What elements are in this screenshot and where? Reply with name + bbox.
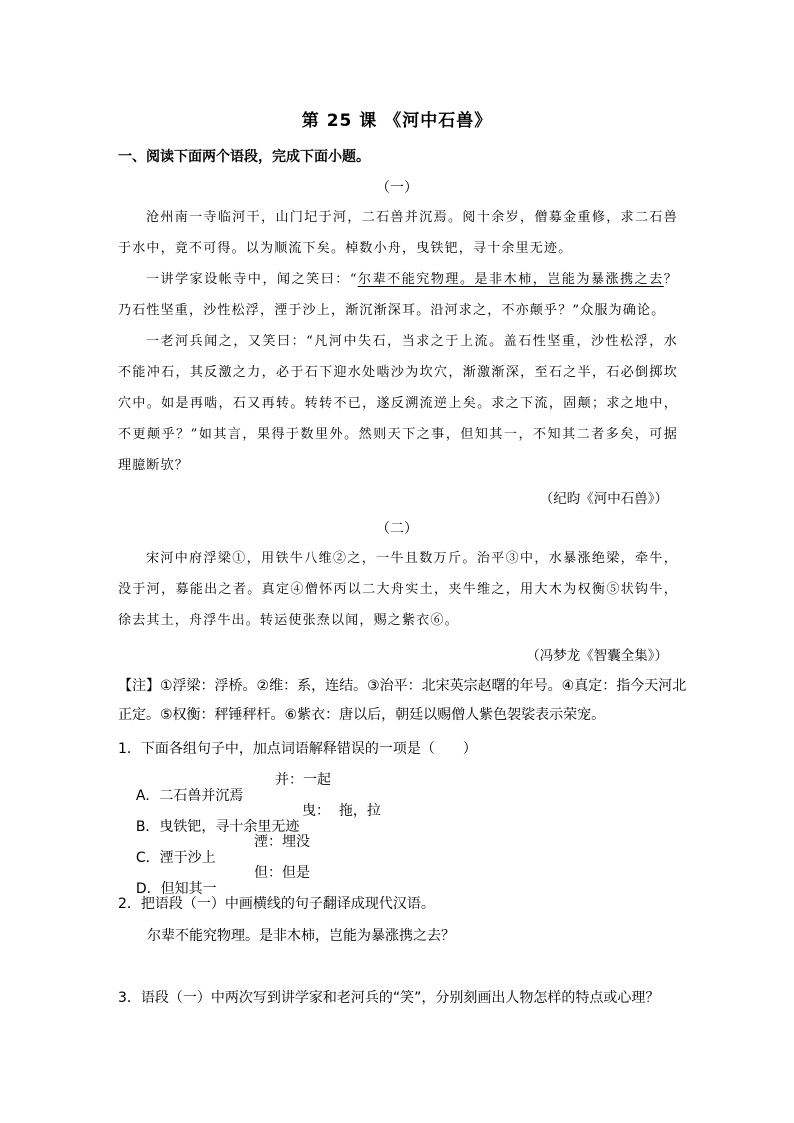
part2-label: （二） [376, 521, 418, 537]
option-b-text: B．曳铁钯，寻十余里无迹 [135, 819, 300, 835]
option-d-text: D．但知其一 [135, 881, 217, 897]
part1-paragraph-2 [118, 264, 678, 326]
p2-after: ？乃石性坚重，沙性松浮，湮于沙上，渐沉渐深耳。沿河求之，不亦颠乎？”众服为确论。 [118, 272, 678, 318]
option-a-gloss: 并：一起 [275, 772, 331, 788]
part2-paragraph: 宋河中府浮梁①，用铁牛八维②之，一牛且数万斤。治平③中，水暴涨绝梁，牵牛，没于河，募能出之者。真定④僧怀丙以二大舟实土，夹牛维之，用大木为权衡⑤状钩牛，徐去其土，舟浮牛出。转运使张焘以闻，赐之紫衣⑥。 [118, 551, 678, 628]
section-heading: 一、阅读下面两个语段，完成下面小题。 [118, 149, 370, 165]
question-3-stem: 3．语段（一）中两次写到讲学家和老河兵的“笑”，分别刻画出人物怎样的特点或心理？ [118, 990, 660, 1006]
option-c-gloss: 湮：埋没 [254, 834, 310, 850]
option-b-gloss: 曳： 拖，拉 [302, 803, 381, 819]
option-c-text: C．湮于沙上 [135, 850, 216, 866]
part2-source: （冯梦龙《智囊全集》） [526, 648, 668, 664]
part1-source: （纪昀《河中石兽》） [539, 491, 668, 507]
question-2-stem: 2．把语段（一）中画横线的句子翻译成现代汉语。 [118, 896, 435, 912]
option-a-text: A．二石兽并沉焉 [135, 788, 244, 804]
option-d-gloss: 但：但是 [254, 865, 310, 881]
underlined-sentence: 尔辈不能究物理。是非木柿，岂能为暴涨携之去 [357, 272, 664, 287]
question-1-stem: 1．下面各组句子中，加点词语解释错误的一项是（ ） [118, 741, 477, 757]
question-2-sentence: 尔辈不能究物理。是非木柿，岂能为暴涨携之去？ [147, 928, 455, 944]
part1-paragraph-3: 一老河兵闻之，又笑曰：“凡河中失石，当求之于上流。盖石性坚重，沙性松浮，水不能冲石，其反激之力，必于石下迎水处啮沙为坎穴，渐激渐深，至石之半，石必倒掷坎穴中。如是再啮，石又再转。转转不已，遂反溯流逆上矣。求之下流，固颠；求之地中，不更颠乎？”如其言，果得于数里外。然则天下之事，但知其一，不知其二者多矣，可据理臆断欤？ [118, 334, 678, 473]
p2-before: 一讲学家设帐寺中，闻之笑曰：“ [146, 272, 358, 287]
annotation-note: 【注】①浮梁：浮桥。②维：系，连结。③治平：北宋英宗赵曙的年号。④真定：指今天河北正定。⑤权衡：秤锤秤杆。⑥紫衣：唐以后，朝廷以赐僧人紫色袈裟表示荣宠。 [118, 678, 687, 723]
part1-paragraph-1: 沧州南一寺临河干，山门圮于河，二石兽并沉焉。阅十余岁，僧募金重修，求二石兽于水中，竟不可得。以为顺流下矣。棹数小舟，曳铁钯，寻十余里无迹。 [118, 210, 678, 256]
lesson-title: 第 25 课 《河中石兽》 [301, 111, 493, 131]
part1-label: （一） [376, 180, 418, 196]
